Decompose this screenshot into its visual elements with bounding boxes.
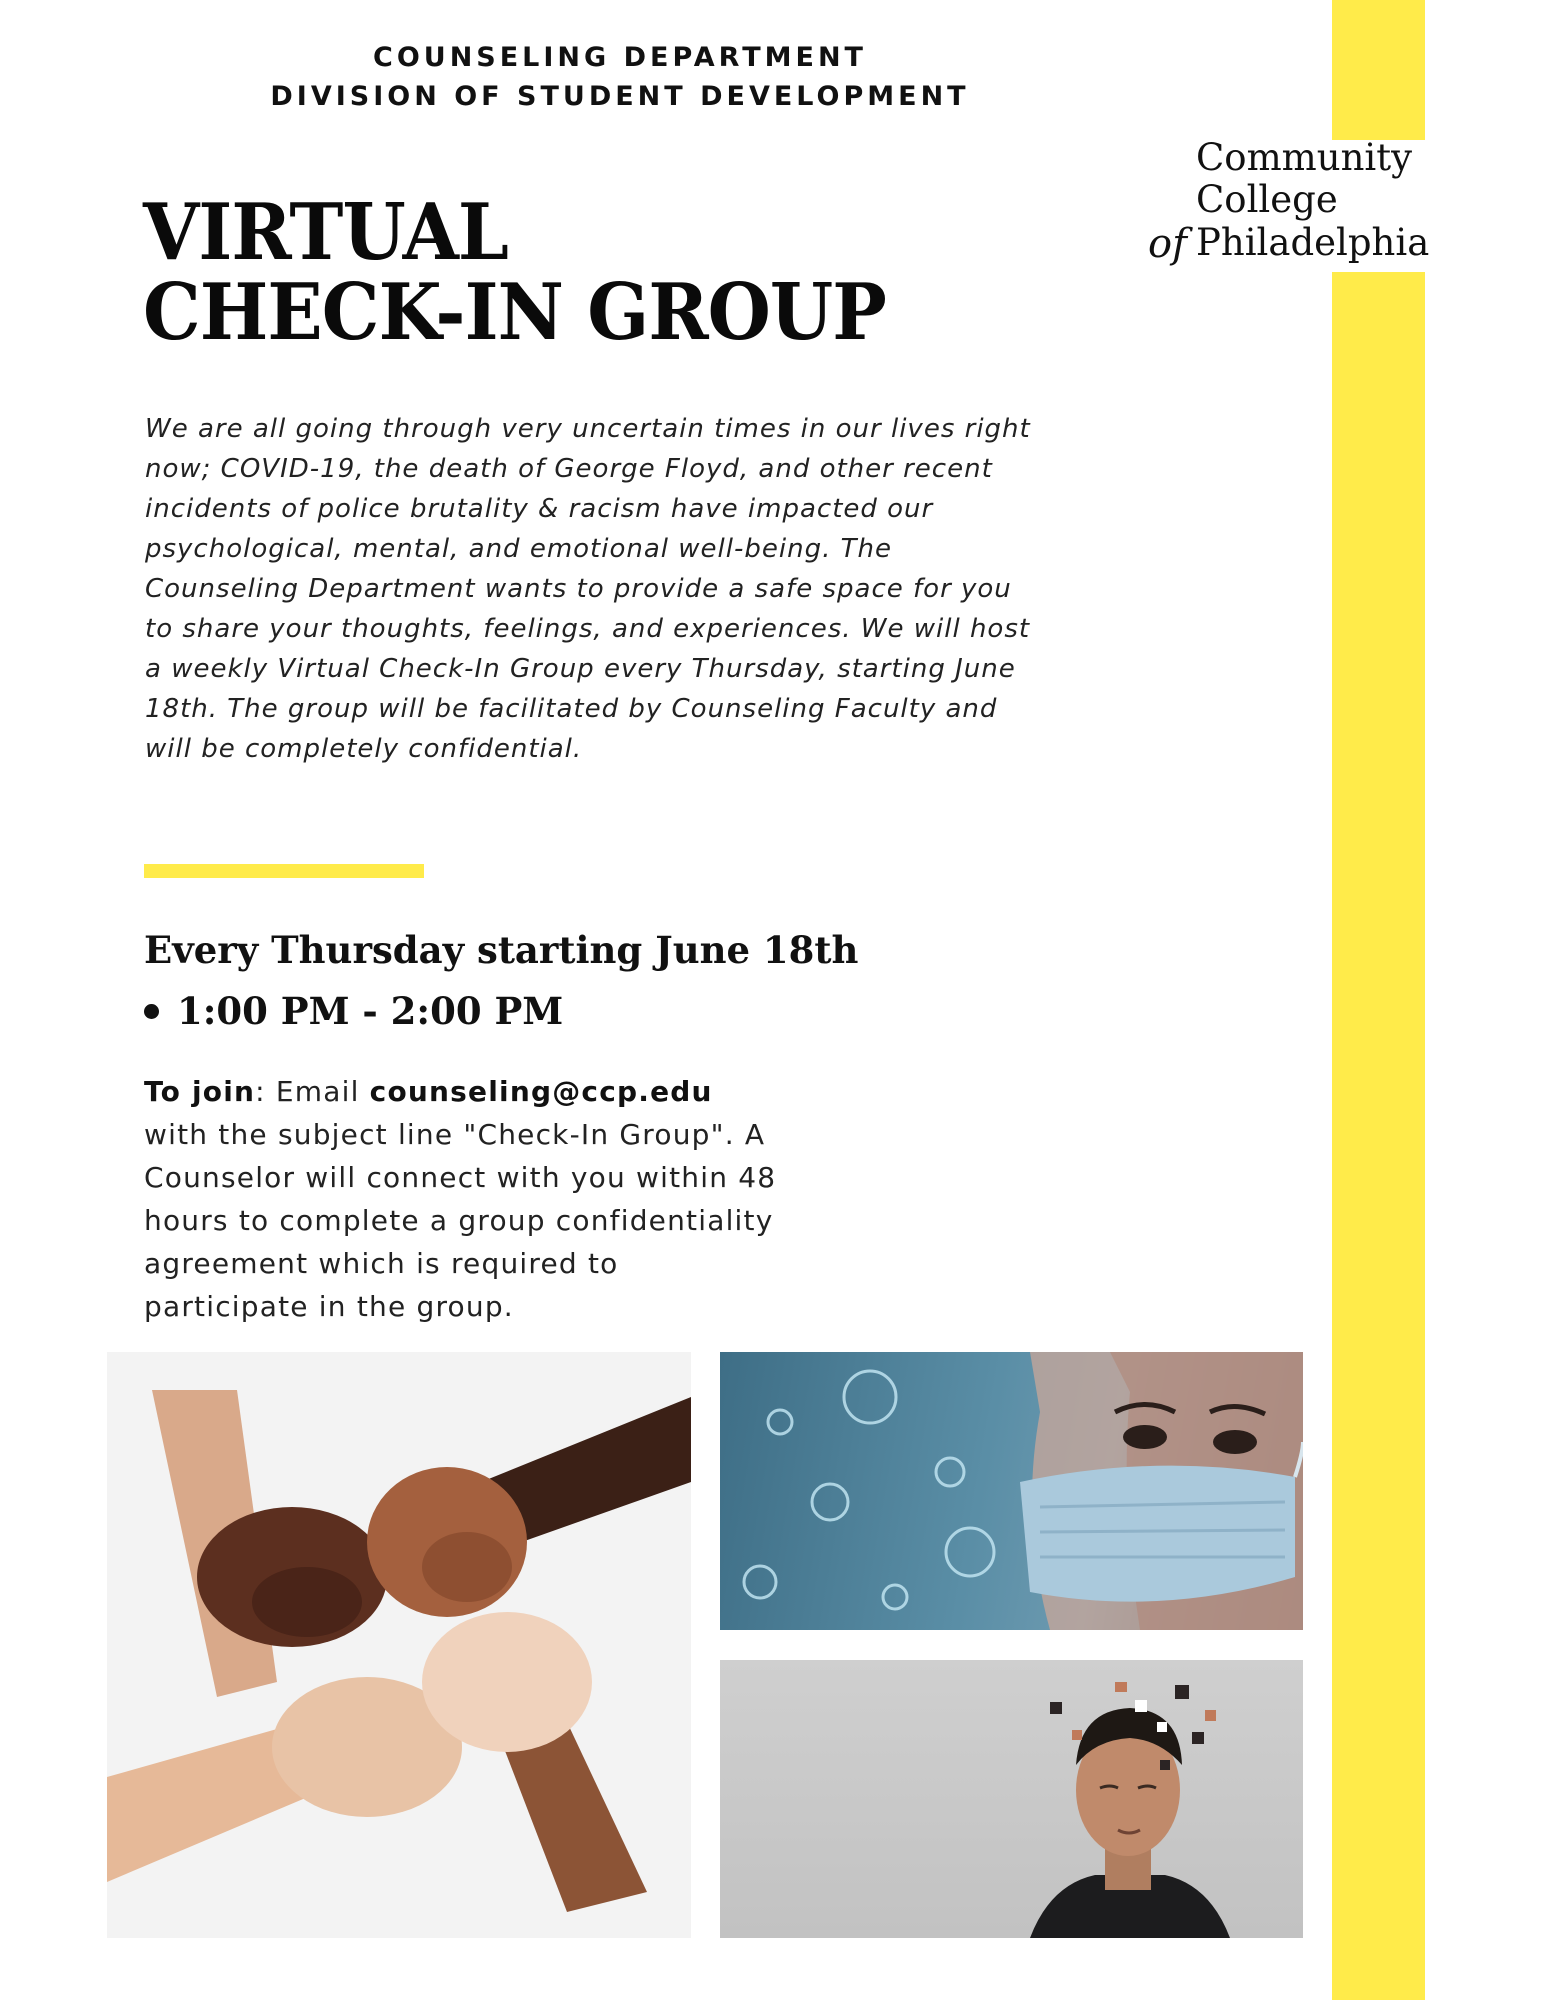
bullet-icon [144,1004,159,1019]
join-post-email: with the subject line "Check-In Group". A Counselor will connect with you within 48 hours to complete a group confidentiality agreement which is required to participate in the group. [144,1118,777,1323]
logo-line-college: College [1196,178,1338,221]
schedule-time-item [144,989,563,1033]
join-label: To join [144,1075,256,1108]
logo-line-philadelphia: Philadelphia [1196,221,1430,264]
page-title-line-2: CHECK-IN GROUP [143,267,886,358]
masked-woman-virus-photo [720,1352,1303,1630]
join-pre-email: : Email [255,1075,370,1108]
yellow-side-bar [1332,0,1425,2000]
schedule-day: Every Thursday starting June 18th [144,928,859,972]
department-heading: COUNSELING DEPARTMENT [373,42,867,73]
accent-divider [144,864,424,878]
join-instructions [144,1070,784,1328]
schedule-time: 1:00 PM - 2:00 PM [177,989,564,1033]
logo-line-community: Community [1196,136,1413,179]
division-heading: DIVISION OF STUDENT DEVELOPMENT [270,81,970,112]
description-paragraph: We are all going through very uncertain times in our lives right now; COVID-19, the death of George Floyd, and other recent incidents of police brutality & racism have impacted our psychological, mental, and emotional well-being. The Counseling Department wants to provide a safe space for you to share your thoughts, feelings, and experiences. We will host a weekly Virtual Check-In Group every Thursday, starting June 18th. The group will be facilitated by Counseling Faculty and will be completely confidential. [145,414,1031,764]
logo-line-of: of [1148,221,1187,267]
linked-hands-photo [107,1352,691,1938]
puzzle-head-man-photo [720,1660,1303,1938]
page-title-line-1: VIRTUAL [143,187,509,278]
email-link[interactable]: counseling@ccp.edu [369,1075,713,1108]
